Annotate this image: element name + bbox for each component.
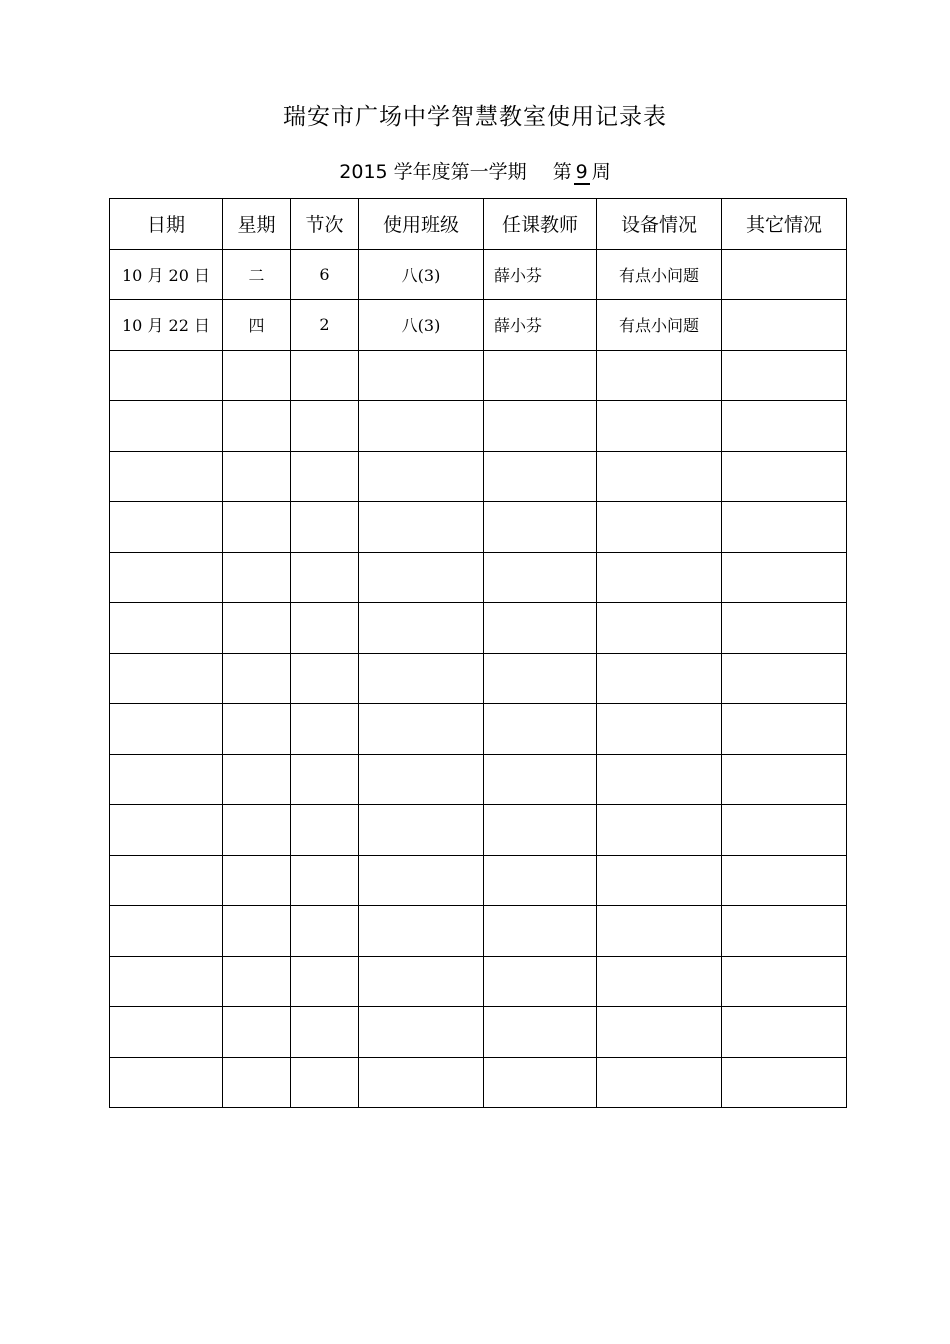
cell-teacher <box>484 1007 597 1058</box>
cell-period <box>291 552 359 603</box>
cell-class <box>359 1007 484 1058</box>
cell-teacher: 薛小芬 <box>484 300 597 351</box>
cell-weekday <box>223 906 291 957</box>
table-row <box>110 300 847 351</box>
cell-other-notes <box>722 552 847 603</box>
cell-date <box>110 1057 223 1108</box>
cell-class <box>359 855 484 906</box>
cell-date <box>110 552 223 603</box>
cell-other-notes <box>722 704 847 755</box>
cell-period: 2 <box>291 300 359 351</box>
header-teacher: 任课教师 <box>484 199 597 250</box>
cell-weekday <box>223 401 291 452</box>
cell-date <box>110 704 223 755</box>
cell-equipment-status <box>597 350 722 401</box>
cell-equipment-status <box>597 704 722 755</box>
cell-date <box>110 451 223 502</box>
cell-other-notes <box>722 300 847 351</box>
cell-period <box>291 1057 359 1108</box>
cell-weekday <box>223 653 291 704</box>
cell-weekday: 四 <box>223 300 291 351</box>
cell-class <box>359 956 484 1007</box>
table-row <box>110 704 847 755</box>
cell-date: 10 月 22 日 <box>110 300 223 351</box>
cell-equipment-status <box>597 401 722 452</box>
cell-period <box>291 603 359 654</box>
page-subtitle <box>0 157 950 185</box>
table-row <box>110 805 847 856</box>
cell-equipment-status <box>597 906 722 957</box>
page-title: 瑞安市广场中学智慧教室使用记录表 <box>283 104 667 130</box>
header-weekday: 星期 <box>223 199 291 250</box>
header-date: 日期 <box>110 199 223 250</box>
cell-other-notes <box>722 754 847 805</box>
cell-class: 八(3) <box>359 249 484 300</box>
cell-teacher <box>484 603 597 654</box>
cell-other-notes <box>722 805 847 856</box>
week-prefix: 第 <box>552 161 572 183</box>
header-other-notes: 其它情况 <box>722 199 847 250</box>
cell-weekday <box>223 704 291 755</box>
cell-equipment-status <box>597 603 722 654</box>
cell-class <box>359 704 484 755</box>
cell-period <box>291 1007 359 1058</box>
cell-teacher <box>484 552 597 603</box>
table-row <box>110 249 847 300</box>
cell-class <box>359 502 484 553</box>
cell-equipment-status: 有点小问题 <box>597 300 722 351</box>
cell-other-notes <box>722 603 847 654</box>
cell-equipment-status <box>597 451 722 502</box>
cell-other-notes <box>722 1057 847 1108</box>
cell-period <box>291 401 359 452</box>
cell-other-notes <box>722 401 847 452</box>
cell-teacher <box>484 502 597 553</box>
table-row <box>110 350 847 401</box>
cell-equipment-status <box>597 552 722 603</box>
cell-weekday <box>223 350 291 401</box>
cell-other-notes <box>722 502 847 553</box>
cell-period <box>291 805 359 856</box>
cell-equipment-status <box>597 653 722 704</box>
table-row <box>110 401 847 452</box>
table-row <box>110 552 847 603</box>
cell-period <box>291 754 359 805</box>
cell-teacher <box>484 956 597 1007</box>
cell-teacher: 薛小芬 <box>484 249 597 300</box>
cell-class <box>359 754 484 805</box>
table-row <box>110 451 847 502</box>
table-row <box>110 1007 847 1058</box>
cell-class <box>359 401 484 452</box>
cell-teacher <box>484 451 597 502</box>
cell-teacher <box>484 1057 597 1108</box>
table-row <box>110 502 847 553</box>
table-row <box>110 653 847 704</box>
cell-period <box>291 855 359 906</box>
cell-weekday <box>223 1057 291 1108</box>
cell-weekday <box>223 552 291 603</box>
cell-date <box>110 805 223 856</box>
cell-weekday: 二 <box>223 249 291 300</box>
cell-date <box>110 502 223 553</box>
header-equipment-status: 设备情况 <box>597 199 722 250</box>
cell-weekday <box>223 805 291 856</box>
week-suffix: 周 <box>591 161 611 183</box>
cell-equipment-status <box>597 956 722 1007</box>
cell-date: 10 月 20 日 <box>110 249 223 300</box>
cell-other-notes <box>722 249 847 300</box>
cell-class: 八(3) <box>359 300 484 351</box>
cell-weekday <box>223 1007 291 1058</box>
cell-period: 6 <box>291 249 359 300</box>
table-row <box>110 754 847 805</box>
cell-class <box>359 653 484 704</box>
cell-other-notes <box>722 956 847 1007</box>
table-header-row <box>110 199 847 250</box>
table-body <box>110 249 847 1108</box>
cell-teacher <box>484 704 597 755</box>
cell-weekday <box>223 956 291 1007</box>
cell-period <box>291 956 359 1007</box>
cell-equipment-status <box>597 754 722 805</box>
cell-class <box>359 805 484 856</box>
cell-weekday <box>223 855 291 906</box>
table-row <box>110 1057 847 1108</box>
table-row <box>110 855 847 906</box>
cell-weekday <box>223 754 291 805</box>
cell-equipment-status: 有点小问题 <box>597 249 722 300</box>
usage-record-table <box>109 198 847 1108</box>
cell-weekday <box>223 502 291 553</box>
cell-class <box>359 350 484 401</box>
school-year-term: 2015 学年度第一学期 <box>339 161 527 183</box>
table-row <box>110 603 847 654</box>
cell-weekday <box>223 451 291 502</box>
cell-date <box>110 754 223 805</box>
cell-period <box>291 502 359 553</box>
cell-period <box>291 451 359 502</box>
cell-equipment-status <box>597 855 722 906</box>
cell-equipment-status <box>597 805 722 856</box>
cell-period <box>291 704 359 755</box>
cell-teacher <box>484 401 597 452</box>
header-class: 使用班级 <box>359 199 484 250</box>
cell-class <box>359 906 484 957</box>
table-row <box>110 906 847 957</box>
cell-period <box>291 906 359 957</box>
cell-class <box>359 451 484 502</box>
cell-date <box>110 653 223 704</box>
cell-teacher <box>484 350 597 401</box>
cell-class <box>359 603 484 654</box>
cell-other-notes <box>722 350 847 401</box>
cell-teacher <box>484 653 597 704</box>
cell-teacher <box>484 906 597 957</box>
cell-class <box>359 1057 484 1108</box>
cell-date <box>110 603 223 654</box>
cell-other-notes <box>722 653 847 704</box>
cell-teacher <box>484 754 597 805</box>
cell-period <box>291 653 359 704</box>
cell-weekday <box>223 603 291 654</box>
header-period: 节次 <box>291 199 359 250</box>
cell-other-notes <box>722 906 847 957</box>
cell-date <box>110 906 223 957</box>
cell-date <box>110 1007 223 1058</box>
cell-equipment-status <box>597 1007 722 1058</box>
cell-teacher <box>484 805 597 856</box>
cell-teacher <box>484 855 597 906</box>
cell-date <box>110 855 223 906</box>
cell-other-notes <box>722 855 847 906</box>
cell-date <box>110 956 223 1007</box>
week-number: 9 <box>575 161 588 183</box>
cell-date <box>110 350 223 401</box>
cell-equipment-status <box>597 1057 722 1108</box>
cell-other-notes <box>722 451 847 502</box>
cell-date <box>110 401 223 452</box>
cell-period <box>291 350 359 401</box>
cell-other-notes <box>722 1007 847 1058</box>
cell-class <box>359 552 484 603</box>
table-row <box>110 956 847 1007</box>
cell-equipment-status <box>597 502 722 553</box>
